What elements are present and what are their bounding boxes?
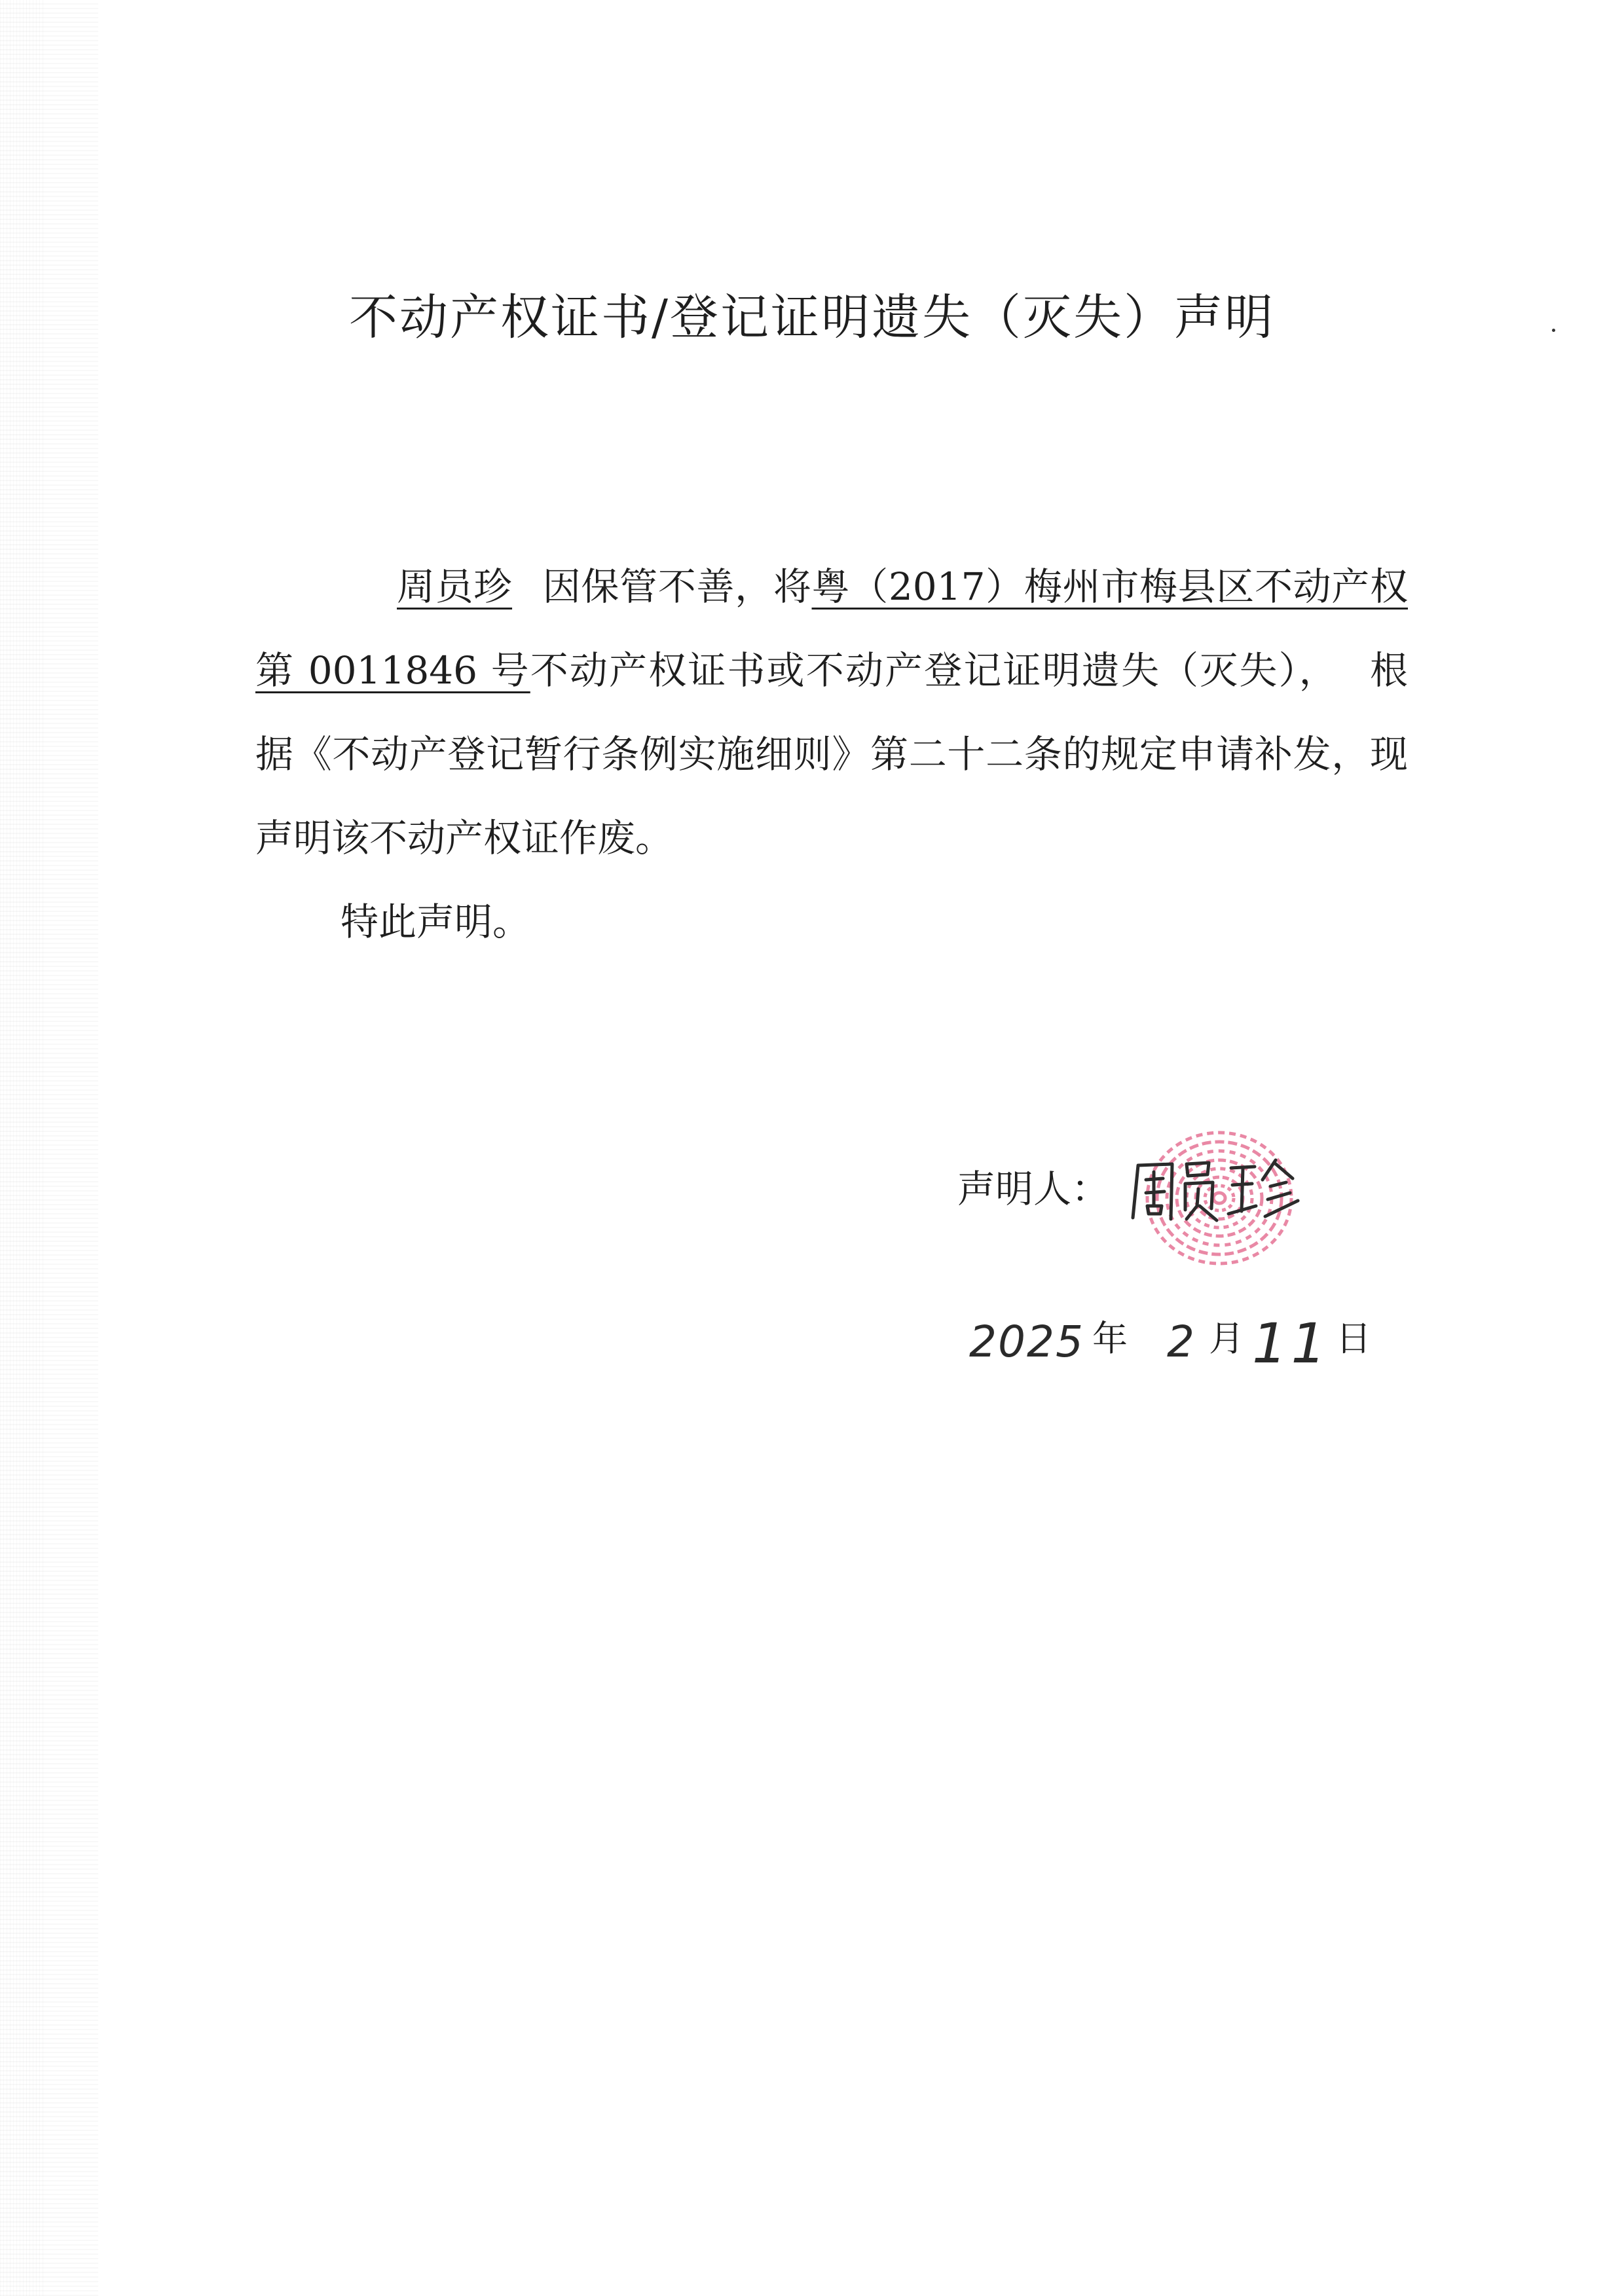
date-month: 2 [1167, 1317, 1196, 1367]
declaration-date [969, 1300, 1428, 1391]
certificate-number: 粤（2017）梅州市梅县区不动产权第 0011846 号 [255, 564, 1408, 693]
date-day-char: 日 [1336, 1318, 1371, 1359]
declaration-body [255, 545, 1408, 964]
regulation-text: 根据《不动产登记暂行条例实施细则》第二十二条的规定申请补发，现声明该不动产权证作废。 [255, 648, 1408, 860]
date-month-char: 月 [1209, 1318, 1244, 1359]
date-year: 2025 [969, 1317, 1084, 1367]
handwritten-signature [1121, 1146, 1318, 1231]
document-title: 不动产权证书/登记证明遗失（灭失）声明 [349, 289, 1275, 346]
date-year-char: 年 [1092, 1318, 1128, 1359]
declaration-paragraph [255, 545, 1408, 880]
signer-label: 声明人： [957, 1167, 1110, 1211]
date-day: 11 [1252, 1311, 1330, 1376]
declarant-name: 周员珍 [397, 564, 513, 609]
text-after-certificate: 不动产权证书或不动产登记证明遗失（灭失）， [530, 648, 1338, 693]
closing-statement: 特此声明。 [341, 900, 531, 944]
text-after-name: 因保管不善，将 [542, 564, 812, 609]
